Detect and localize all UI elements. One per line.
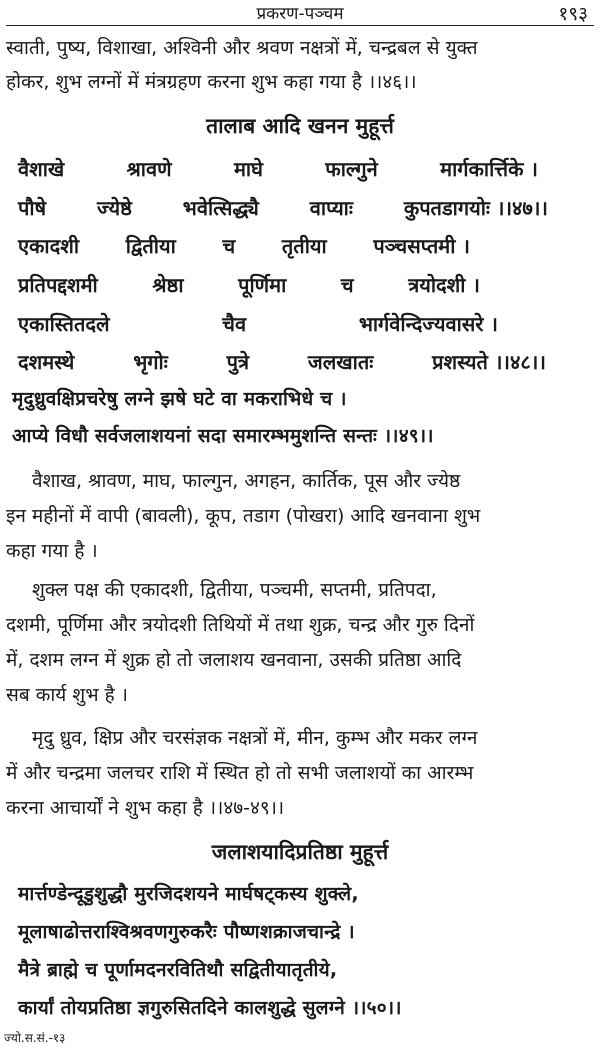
verse-line: मैत्रे ब्राह्मे च पूर्णामदनरवितिथौ सद्वितीयातृतीये, (18, 959, 338, 981)
verse-word: भृगोः (133, 350, 168, 374)
verse-line (18, 232, 470, 259)
verse-word: माघे (233, 157, 263, 181)
verse-line: मूलाषाढोत्तराश्विश्रवणगुरुकरैः पौष्णशक्राजचान्द्रे । (18, 921, 355, 943)
footer-signature: ज्यो.स.सं.-१३ (4, 1031, 66, 1045)
intro-line-2: होकर, शुभ लग्नों में मंत्रग्रहण करना शुभ कहा गया है ।।४६।। (6, 71, 417, 93)
verse-word: त्रयोदशी । (408, 273, 480, 297)
verse-word: वैशाखे (18, 157, 65, 181)
section-heading-1: तालाब आदि खनन मुहूर्त्त (206, 114, 394, 138)
verse-line (18, 348, 546, 375)
verse-word: तृतीया (281, 234, 327, 258)
verse-word: फाल्गुने (325, 157, 378, 181)
verse-word: जलखातः (307, 350, 374, 374)
verse-line (18, 194, 548, 221)
paragraph-line: दशमी, पूर्णिमा और त्रयोदशी तिथियों में तथा शुक्र, चन्द्र और गुरु दिनों (6, 614, 475, 636)
verse-word: पूर्णिमा (238, 273, 287, 297)
intro-line-1: स्वाती, पुष्य, विशाखा, अश्विनी और श्रवण नक्षत्रों में, चन्द्रबल से युक्त (6, 37, 478, 59)
chapter-title: प्रकरण-पञ्चम (256, 4, 344, 24)
verse-word: चैव (222, 312, 247, 336)
header-rule (6, 25, 594, 26)
verse-word: श्रावणे (126, 157, 172, 181)
paragraph-line: इन महीनों में वापी (बावली), कूप, तडाग (पोखरा) आदि खनवाना शुभ (6, 505, 481, 527)
section-heading-2: जलाशयादिप्रतिष्ठा मुहूर्त्त (211, 840, 389, 864)
verse-word: कुपतडागयोः ।।४७।। (403, 196, 548, 220)
verse-word: पुत्रे (226, 350, 250, 374)
verse-word: एकास्तितदले (18, 312, 110, 336)
verse-word: च (340, 273, 354, 297)
paragraph-line: में, दशम लग्न में शुक्र हो तो जलाशय खनवाना, उसकी प्रतिष्ठा आदि (6, 649, 462, 671)
verse-line: मृदुध्रुवक्षिप्रचरेषु लग्ने झषे घटे वा मकराभिधे च । (12, 388, 347, 410)
verse-word: द्वितीया (125, 234, 176, 258)
verse-word: श्रेष्ठा (152, 273, 184, 297)
verse-line: आप्ये विधौ सर्वजलाशयनां सदा समारम्भमुशन्ति सन्तः ।।४९।। (12, 425, 434, 447)
verse-word: पौषे (18, 196, 47, 220)
verse-word: भवेत्सिद्ध्यै (182, 196, 259, 220)
verse-line: कार्यां तोयप्रतिष्ठा ज्ञगुरुसितदिने कालशुद्धे सुलग्ने ।।५०।। (18, 997, 402, 1019)
verse-line (18, 271, 480, 298)
verse-word: भार्गवेन्दिज्यवासरे । (358, 312, 498, 336)
verse-word: च (222, 234, 236, 258)
paragraph-line: वैशाख, श्रावण, माघ, फाल्गुन, अगहन, कार्तिक, पूस और ज्येष्ठ (32, 470, 461, 492)
verse-word: मार्गकार्त्तिके । (440, 157, 538, 181)
paragraph-line: में और चन्द्रमा जलचर राशि में स्थित हो तो सभी जलाशयों का आरम्भ (6, 762, 474, 784)
verse-line: मार्त्तण्डेन्दूडुशुद्धौ मुरजिदशयने मार्घषट्कस्य शुक्ले, (18, 883, 359, 905)
paragraph-line: करना आचार्यों ने शुभ कहा है ।।४७-४९।। (6, 797, 285, 819)
verse-word: ज्येष्ठे (97, 196, 132, 220)
verse-word: प्रशस्यते ।।४८।। (432, 350, 546, 374)
page-header (0, 0, 600, 26)
paragraph-line: मृदु ध्रुव, क्षिप्र और चरसंज्ञक नक्षत्रों में, मीन, कुम्भ और मकर लग्न (32, 727, 478, 749)
verse-word: प्रतिपद्दशमी (18, 273, 98, 297)
verse-line (18, 155, 538, 182)
paragraph-line: कहा गया है । (6, 540, 98, 562)
paragraph-line: सब कार्य शुभ है । (6, 684, 128, 706)
verse-word: पञ्चसप्तमी । (373, 234, 470, 258)
page-number: १९३ (558, 3, 588, 25)
verse-word: वाप्याः (309, 196, 353, 220)
verse-word: दशमस्थे (18, 350, 75, 374)
paragraph-line: शुक्ल पक्ष की एकादशी, द्वितीया, पञ्चमी, सप्तमी, प्रतिपदा, (32, 579, 437, 601)
verse-word: एकादशी (18, 234, 79, 258)
verse-line (18, 310, 498, 337)
